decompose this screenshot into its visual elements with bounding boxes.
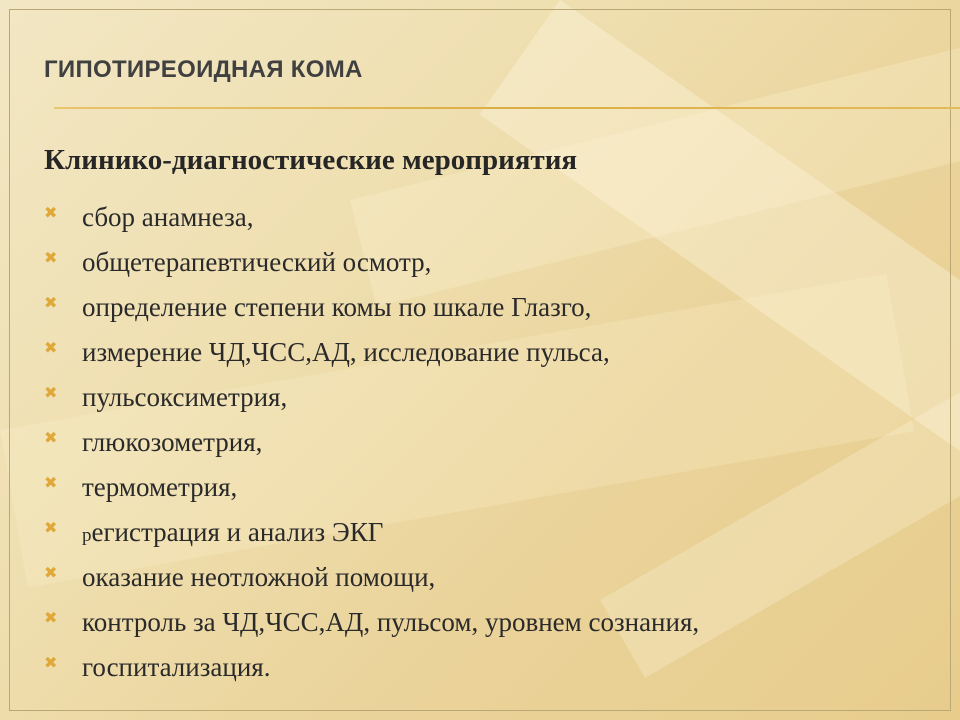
slide-subheading: Клинико-диагностические мероприятия: [44, 144, 578, 176]
x-mark-icon: ✖: [44, 247, 58, 267]
list-item: [40, 330, 699, 375]
list-item-text: измерение ЧД,ЧСС,АД, исследование пульса,: [82, 337, 610, 367]
x-mark-icon: ✖: [44, 337, 58, 357]
list-item-text: пульсоксиметрия,: [82, 382, 288, 412]
slide-title: ГИПОТИРЕОИДНАЯ КОМА: [44, 56, 363, 83]
list-item-text: госпитализация.: [82, 652, 271, 682]
list-item-text: определение степени комы по шкале Глазго,: [82, 292, 592, 322]
bullet-list: [40, 195, 699, 690]
list-item: [40, 465, 699, 510]
list-item: [40, 420, 699, 465]
list-item: [40, 240, 699, 285]
x-mark-icon: ✖: [44, 292, 58, 312]
x-mark-icon: ✖: [44, 652, 58, 672]
list-item-text-rest: егистрация и анализ ЭКГ: [91, 517, 384, 547]
list-item: [40, 510, 699, 555]
x-mark-icon: ✖: [44, 382, 58, 402]
list-item: [40, 285, 699, 330]
list-item: [40, 555, 699, 600]
x-mark-icon: ✖: [44, 427, 58, 447]
list-item-text: общетерапевтический осмотр,: [82, 247, 432, 277]
list-item-first-letter: р: [82, 525, 92, 546]
list-item: [40, 195, 699, 240]
list-item-text: контроль за ЧД,ЧСС,АД, пульсом, уровнем сознания,: [82, 607, 700, 637]
list-item-text: [82, 517, 383, 548]
list-item-text: глюкозометрия,: [82, 427, 263, 457]
x-mark-icon: ✖: [44, 607, 58, 627]
list-item-text: термометрия,: [82, 472, 238, 502]
x-mark-icon: ✖: [44, 517, 58, 537]
list-item: [40, 375, 699, 420]
x-mark-icon: ✖: [44, 562, 58, 582]
list-item-text: сбор анамнеза,: [82, 202, 254, 232]
list-item-text: оказание неотложной помощи,: [82, 562, 436, 592]
list-item: [40, 645, 699, 690]
title-divider: [54, 107, 960, 109]
x-mark-icon: ✖: [44, 472, 58, 492]
x-mark-icon: ✖: [44, 202, 58, 222]
list-item: [40, 600, 699, 645]
